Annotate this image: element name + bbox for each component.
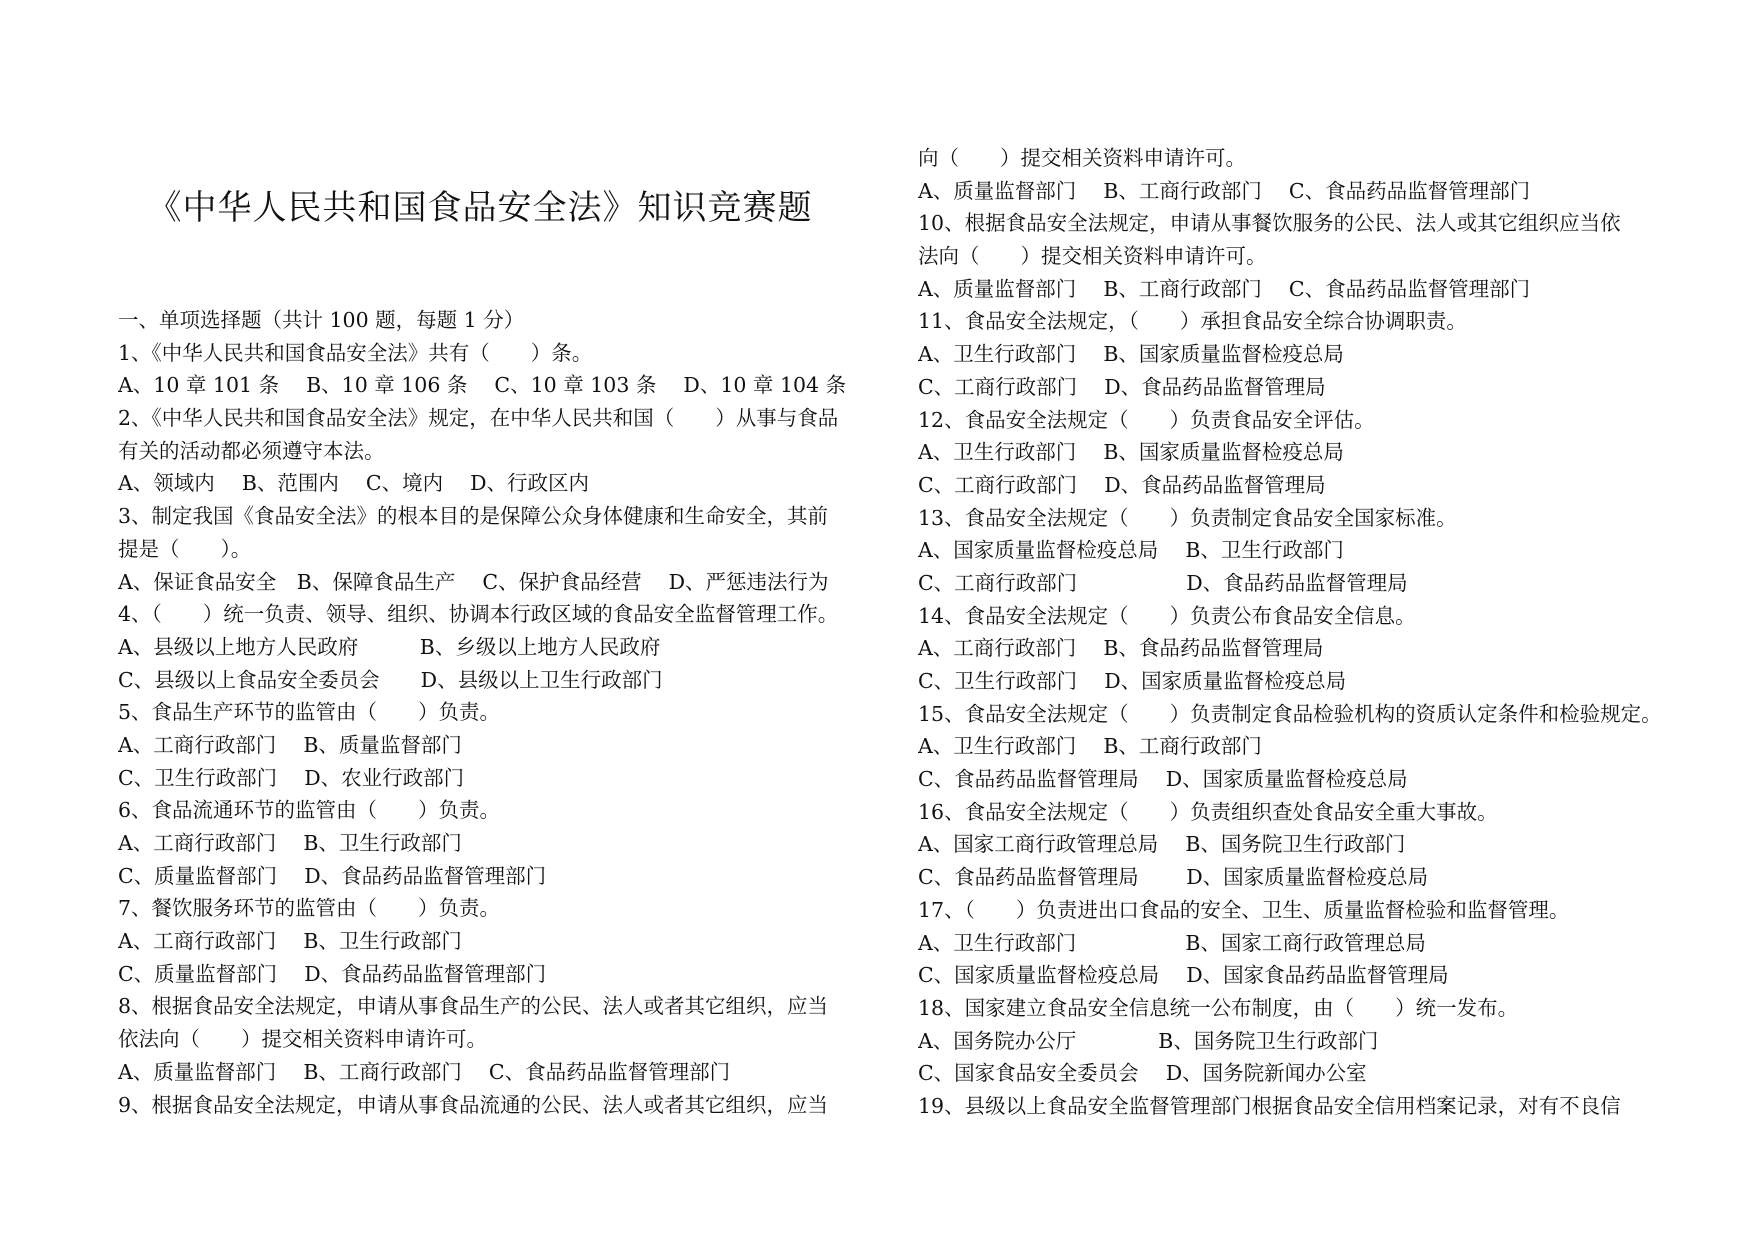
left-column-line: A、保证食品安全 B、保障食品生产 C、保护食品经营 D、严惩违法行为 [118,569,829,594]
right-column-line: C、工商行政部门 D、食品药品监督管理局 [918,374,1326,399]
left-column-line: 6、食品流通环节的监管由（ ）负责。 [118,798,501,823]
right-column-line: A、卫生行政部门 B、工商行政部门 [918,734,1262,759]
left-column-line: 提是（ ）。 [118,536,252,561]
left-column-line: C、质量监督部门 D、食品药品监督管理部门 [118,961,547,986]
left-column-line: A、工商行政部门 B、质量监督部门 [118,732,462,757]
left-column-line: 3、制定我国《食品安全法》的根本目的是保障公众身体健康和生命安全，其前 [118,504,829,529]
left-column-line: C、卫生行政部门 D、农业行政部门 [118,765,465,790]
left-column-line: 1、《中华人民共和国食品安全法》共有（ ）条。 [118,340,593,365]
left-column-line: 依法向（ ）提交相关资料申请许可。 [118,1027,487,1052]
left-column-line: 一、单项选择题（共计 100 题，每题 1 分） [118,308,525,332]
left-column-line: C、县级以上食品安全委员会 D、县级以上卫生行政部门 [118,667,663,692]
right-column-line: 15、食品安全法规定（ ）负责制定食品检验机构的资质认定条件和检验规定。 [918,701,1662,726]
left-column-line: A、工商行政部门 B、卫生行政部门 [118,831,462,855]
right-column-line: A、质量监督部门 B、工商行政部门 C、食品药品监督管理部门 [918,178,1531,203]
right-column-line: A、国家质量监督检疫总局 B、卫生行政部门 [918,538,1344,563]
right-column-line: C、国家食品安全委员会 D、国务院新闻办公室 [918,1061,1367,1086]
left-column-line: 2、《中华人民共和国食品安全法》规定，在中华人民共和国（ ）从事与食品 [118,406,839,431]
right-column [918,142,1708,1123]
right-column-line: 14、食品安全法规定（ ）负责公布食品安全信息。 [918,603,1416,628]
left-column-line: A、县级以上地方人民政府 B、乡级以上地方人民政府 [118,634,661,659]
left-column-line: 8、根据食品安全法规定，申请从事食品生产的公民、法人或者其它组织，应当 [118,994,829,1019]
left-column-line: 9、根据食品安全法规定，申请从事食品流通的公民、法人或者其它组织，应当 [118,1092,829,1117]
right-column-line: A、工商行政部门 B、食品药品监督管理局 [918,636,1324,661]
document-title: 《中华人民共和国食品安全法》知识竞赛题 [147,188,813,228]
right-column-line: A、卫生行政部门 B、国家质量监督检疫总局 [918,440,1344,465]
left-column-line: 4、（ ）统一负责、领导、组织、协调本行政区域的食品安全监督管理工作。 [118,602,839,627]
right-column-line: 18、国家建立食品安全信息统一公布制度，由（ ）统一发布。 [918,995,1519,1020]
left-column-line: 7、餐饮服务环节的监管由（ ）负责。 [118,896,501,921]
right-column-line: C、食品药品监督管理局 D、国家质量监督检疫总局 [918,767,1408,792]
left-column-line: 有关的活动都必须遵守本法。 [118,438,385,463]
right-column-line: A、卫生行政部门 B、国家质量监督检疫总局 [918,342,1344,367]
left-column-line: A、领域内 B、范围内 C、境内 D、行政区内 [118,471,590,496]
right-column-line: 13、食品安全法规定（ ）负责制定食品安全国家标准。 [918,505,1457,530]
right-column-line: C、食品药品监督管理局 D、国家质量监督检疫总局 [918,865,1429,890]
right-column-line: 11、食品安全法规定，（ ）承担食品安全综合协调职责。 [918,309,1467,334]
left-column-line: A、工商行政部门 B、卫生行政部门 [118,929,462,954]
left-column-line: 5、食品生产环节的监管由（ ）负责。 [118,700,501,725]
right-column-line: 17、（ ）负责进出口食品的安全、卫生、质量监督检验和监督管理。 [918,897,1570,922]
right-column-line: 19、县级以上食品安全监督管理部门根据食品安全信用档案记录，对有不良信 [918,1093,1621,1118]
left-column-line: C、质量监督部门 D、食品药品监督管理部门 [118,863,547,888]
right-column-line: A、国务院办公厅 B、国务院卫生行政部门 [918,1028,1379,1053]
left-column [118,304,893,1121]
right-column-line: C、卫生行政部门 D、国家质量监督检疫总局 [918,669,1347,693]
right-column-line: A、质量监督部门 B、工商行政部门 C、食品药品监督管理部门 [918,276,1531,301]
right-column-line: 向（ ）提交相关资料申请许可。 [918,146,1246,170]
left-column-line: A、10 章 101 条 B、10 章 106 条 C、10 章 103 条 D、10 章 104 条 [118,373,847,398]
right-column-line: A、卫生行政部门 B、国家工商行政管理总局 [918,930,1426,955]
right-column-line: A、国家工商行政管理总局 B、国务院卫生行政部门 [918,832,1406,857]
left-column-line: A、质量监督部门 B、工商行政部门 C、食品药品监督管理部门 [118,1059,731,1084]
right-column-line: 10、根据食品安全法规定，申请从事餐饮服务的公民、法人或其它组织应当依 [918,211,1621,236]
right-column-line: 12、食品安全法规定（ ）负责食品安全评估。 [918,407,1375,432]
right-column-line: C、工商行政部门 D、食品药品监督管理局 [918,472,1326,497]
right-column-line: 法向（ ）提交相关资料申请许可。 [918,244,1267,269]
right-column-line: 16、食品安全法规定（ ）负责组织查处食品安全重大事故。 [918,799,1498,824]
right-column-line: C、国家质量监督检疫总局 D、国家食品药品监督管理局 [918,963,1449,988]
right-column-line: C、工商行政部门 D、食品药品监督管理局 [918,570,1408,595]
